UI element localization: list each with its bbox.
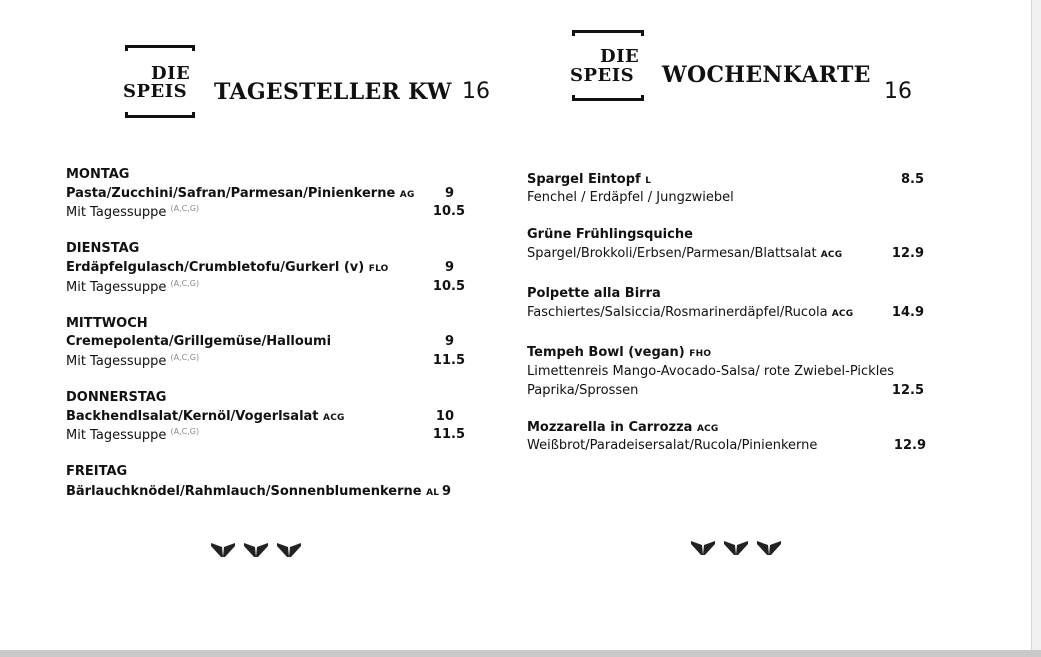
weekly-item-name: Mozzarella in Carrozza ACG: [527, 420, 719, 435]
dish-tuesday: Erdäpfelgulasch/Crumbletofu/Gurkerl (v) FLO: [66, 260, 389, 275]
wings-icon: [690, 539, 784, 557]
day-label-friday: FREITAG: [66, 464, 128, 479]
weekly-item-desc: Paprika/Sprossen: [527, 383, 639, 398]
day-label-tuesday: DIENSTAG: [66, 241, 140, 256]
soup-thursday: Mit Tagessuppe $^{(A,C,G)}$: [66, 427, 200, 443]
weekly-item-desc: Fenchel / Erdäpfel / Jungzwiebel: [527, 190, 734, 205]
dish-wednesday: Cremepolenta/Grillgemüse/Halloumi: [66, 334, 332, 349]
weekly-menu-week: 16: [884, 79, 912, 104]
day-label-wednesday: MITTWOCH: [66, 316, 148, 331]
vertical-scrollbar[interactable]: [1031, 0, 1041, 650]
soup-wednesday: Mit Tagessuppe $^{(A,C,G)}$: [66, 353, 200, 369]
die-speis-logo-left: DIE SPEIS: [123, 45, 198, 121]
weekly-item-desc: Weißbrot/Paradeisersalat/Rucola/Pinienkerne: [527, 438, 818, 453]
price-wednesday: 9: [444, 334, 454, 349]
daily-menu-title: TAGESTELLER KW: [214, 79, 452, 105]
weekly-item-price: 12.9: [891, 246, 924, 261]
soup-price-tuesday: 10.5: [432, 279, 465, 294]
day-label-monday: MONTAG: [66, 167, 130, 182]
wings-icon: [210, 541, 304, 559]
price-friday: 9: [441, 484, 451, 499]
soup-price-wednesday: 11.5: [432, 353, 465, 368]
soup-monday: Mit Tagessuppe $^{(A,C,G)}$: [66, 204, 200, 220]
day-label-thursday: DONNERSTAG: [66, 390, 167, 405]
daily-menu-week: 16: [462, 79, 490, 104]
price-monday: 9: [444, 186, 454, 201]
weekly-item-price: 8.5: [900, 172, 924, 187]
weekly-item-desc: Faschiertes/Salsiccia/Rosmarinerdäpfel/Rucola ACG: [527, 305, 854, 320]
horizontal-scrollbar[interactable]: [0, 650, 1041, 657]
weekly-item-price: 14.9: [891, 305, 924, 320]
dish-friday: Bärlauchknödel/Rahmlauch/Sonnenblumenkerne AL: [66, 484, 440, 499]
soup-price-thursday: 11.5: [432, 427, 465, 442]
weekly-item-price: 12.9: [893, 438, 926, 453]
weekly-item-desc: Limettenreis Mango-Avocado-Salsa/ rote Zwiebel-Pickles: [527, 364, 895, 379]
weekly-item-price: 12.5: [891, 383, 924, 398]
soup-tuesday: Mit Tagessuppe $^{(A,C,G)}$: [66, 279, 200, 295]
weekly-item-name: Spargel Eintopf L: [527, 172, 652, 187]
weekly-item-name: Grüne Frühlingsquiche: [527, 227, 693, 242]
weekly-menu-title: WOCHENKARTE: [662, 62, 871, 88]
dish-monday: Pasta/Zucchini/Safran/Parmesan/Pinienkerne AG: [66, 186, 415, 201]
dish-thursday: Backhendlsalat/Kernöl/Vogerlsalat ACG: [66, 409, 345, 424]
die-speis-logo-right: DIE SPEIS: [570, 30, 648, 106]
weekly-item-desc: Spargel/Brokkoli/Erbsen/Parmesan/Blattsalat ACG: [527, 246, 843, 261]
price-tuesday: 9: [444, 260, 454, 275]
weekly-item-name: Tempeh Bowl (vegan) FHO: [527, 345, 712, 360]
weekly-item-name: Polpette alla Birra: [527, 286, 661, 301]
price-thursday: 10: [435, 409, 454, 424]
soup-price-monday: 10.5: [432, 204, 465, 219]
